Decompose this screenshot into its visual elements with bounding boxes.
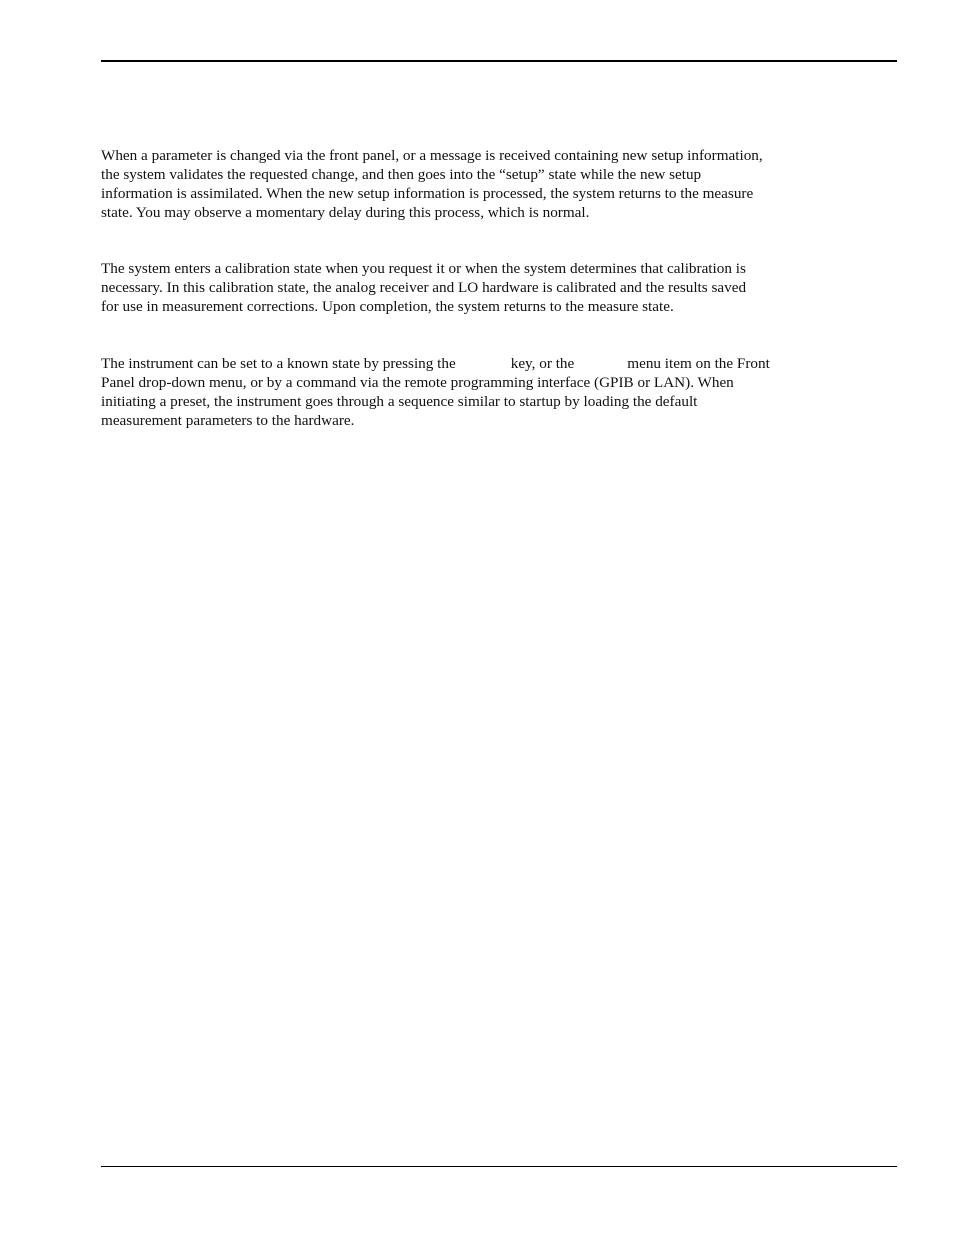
paragraph-line: The system enters a calibration state when you request it or when the system determines that calibration is [101, 260, 746, 277]
footer-rule [101, 1166, 897, 1167]
calibration-state-paragraph [101, 259, 897, 316]
paragraph-line: measurement parameters to the hardware. [101, 412, 355, 429]
preset-text-part-3: menu item on the Front [627, 355, 770, 372]
header-rule [101, 60, 897, 62]
preset-text-part-1: The instrument can be set to a known state by pressing the [101, 355, 456, 372]
paragraph-line: for use in measurement corrections. Upon completion, the system returns to the measure state. [101, 298, 674, 315]
paragraph-line: Panel drop-down menu, or by a command via the remote programming interface (GPIB or LAN). When [101, 374, 734, 391]
setup-state-paragraph [101, 146, 897, 222]
paragraph-line: necessary. In this calibration state, the analog receiver and LO hardware is calibrated and the results saved [101, 279, 747, 296]
paragraph-line: the system validates the requested change, and then goes into the “setup” state while the new setup [101, 166, 702, 183]
paragraph-line: state. You may observe a momentary delay during this process, which is normal. [101, 204, 590, 221]
paragraph-line: When a parameter is changed via the front panel, or a message is received containing new setup information, [101, 147, 763, 164]
paragraph-line [101, 354, 897, 373]
preset-text-part-2: key, or the [510, 355, 575, 372]
paragraph-line: initiating a preset, the instrument goes through a sequence similar to startup by loading the default [101, 393, 698, 410]
paragraph-line: information is assimilated. When the new setup information is processed, the system returns to the measure [101, 185, 754, 202]
preset-state-paragraph [101, 354, 897, 430]
